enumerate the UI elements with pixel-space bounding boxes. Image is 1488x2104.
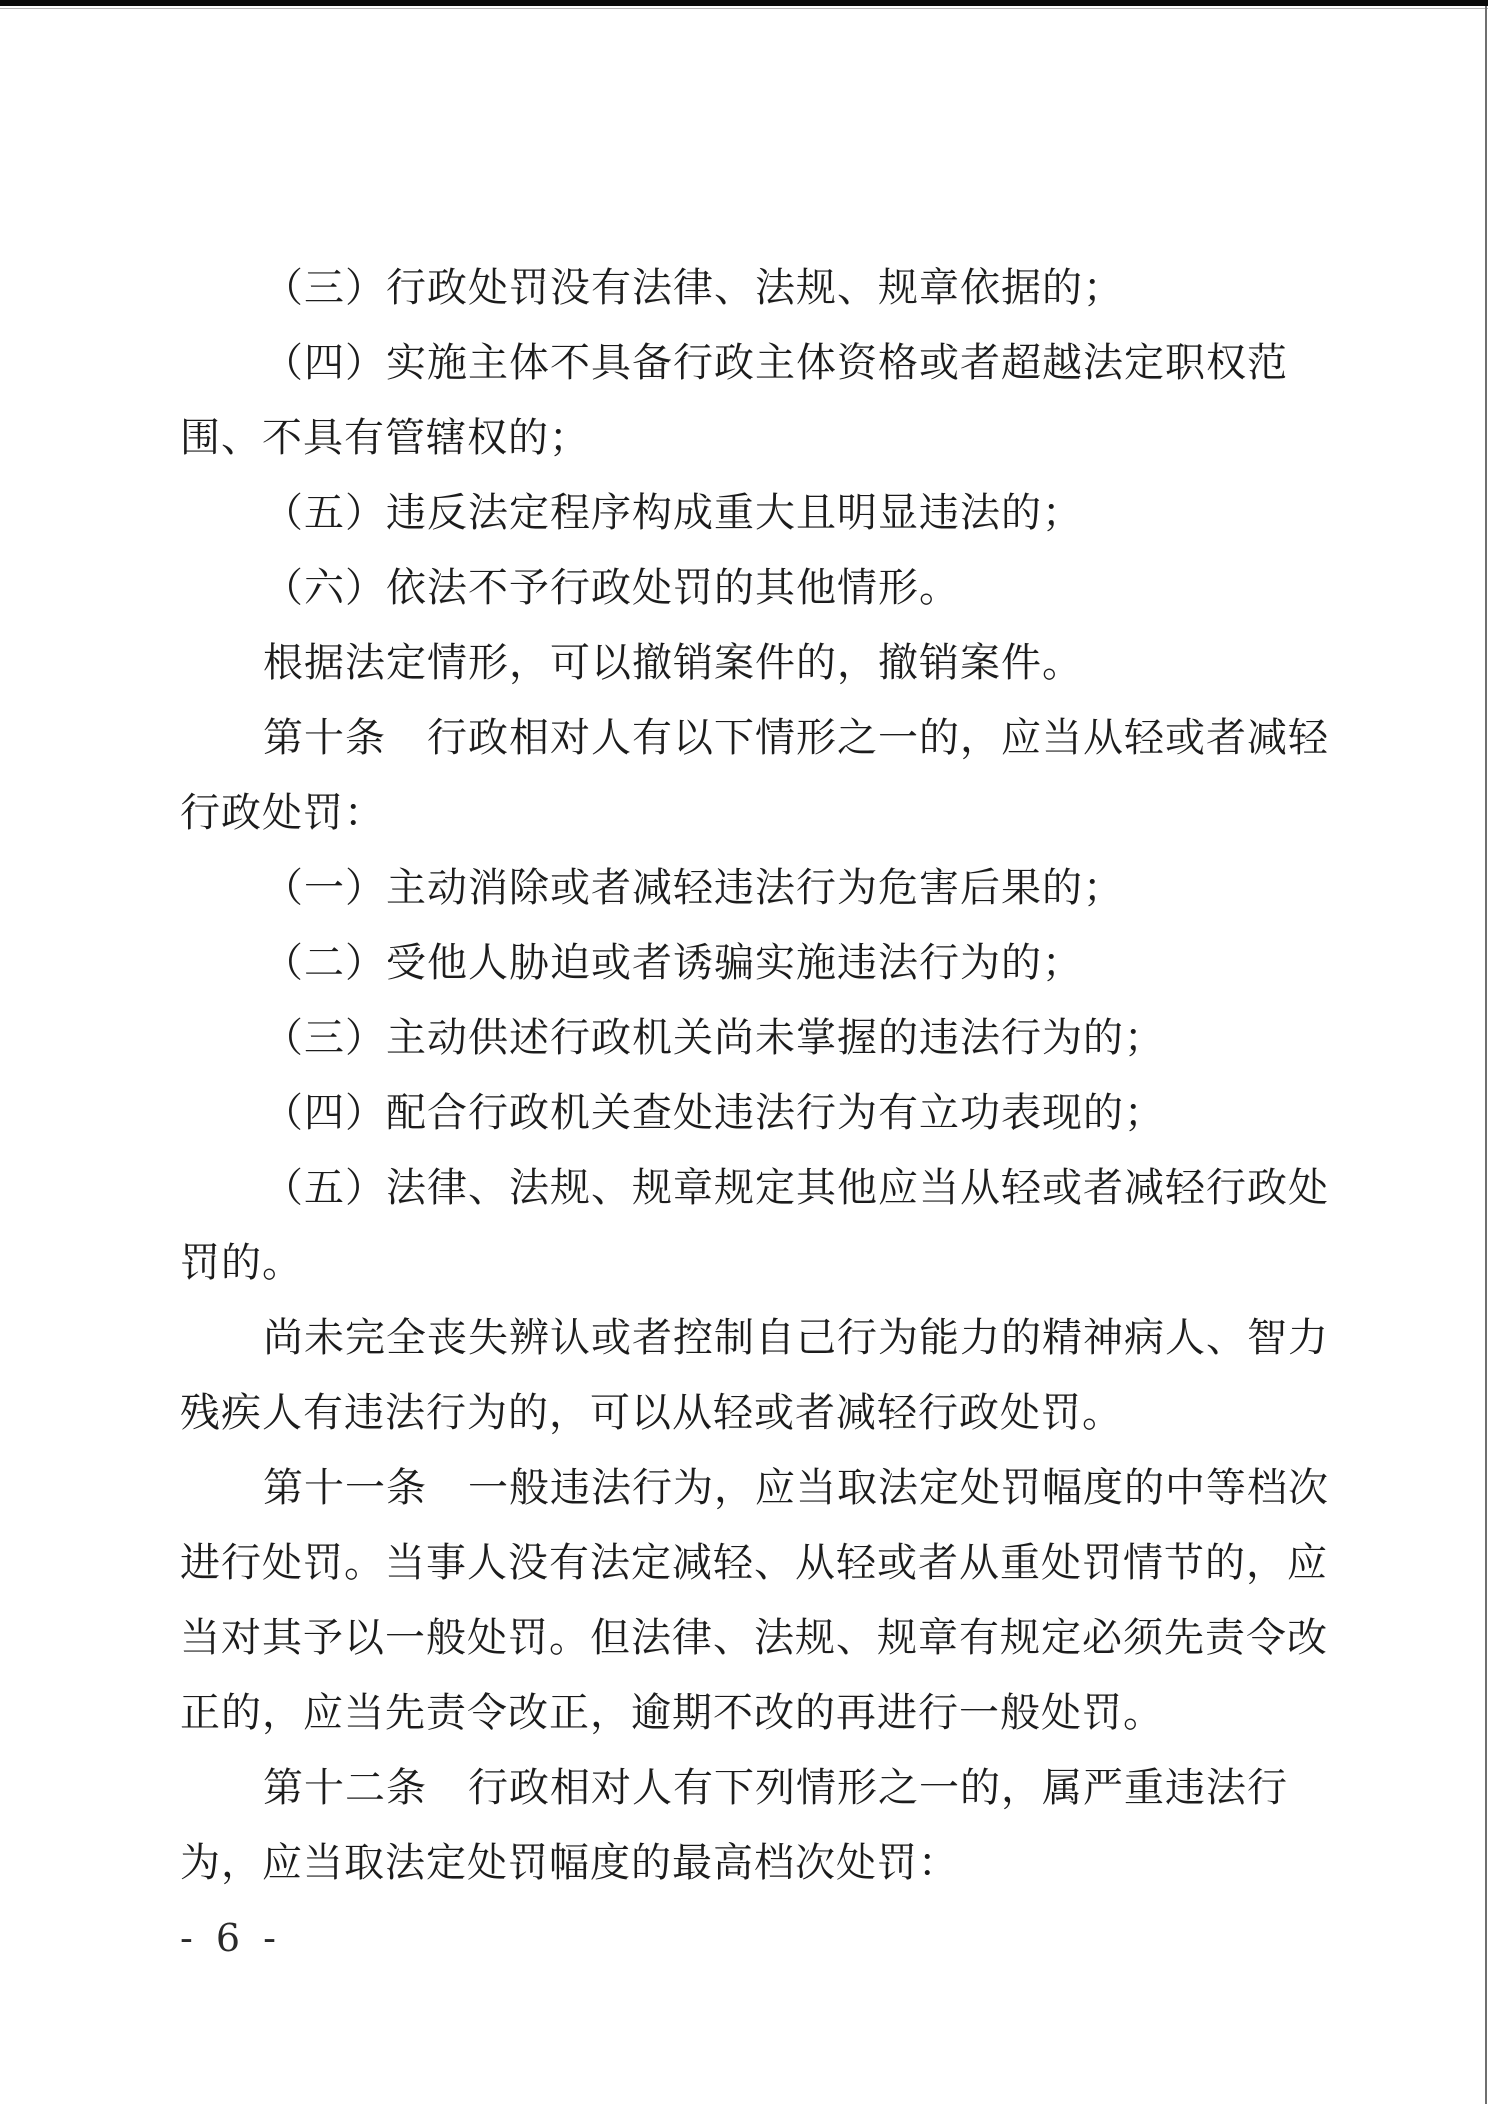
text-line: （二）受他人胁迫或者诱骗实施违法行为的； xyxy=(263,940,1083,985)
text-line: 尚未完全丧失辨认或者控制自己行为能力的精神病人、智力 xyxy=(263,1315,1329,1360)
text-line: 残疾人有违法行为的，可以从轻或者减轻行政处罚。 xyxy=(180,1390,1123,1435)
text-line: 正的，应当先责令改正，逾期不改的再进行一般处罚。 xyxy=(180,1690,1164,1735)
text-line: （五）违反法定程序构成重大且明显违法的； xyxy=(263,490,1083,535)
text-line: 行政处罚： xyxy=(180,790,385,835)
right-scan-edge-line xyxy=(1485,6,1487,2104)
text-line: 进行处罚。当事人没有法定减轻、从轻或者从重处罚情节的，应 xyxy=(180,1540,1328,1585)
text-content xyxy=(180,250,1360,1900)
text-line: （三）行政处罚没有法律、法规、规章依据的； xyxy=(263,265,1124,310)
text-line: 罚的。 xyxy=(180,1240,303,1285)
text-line: （四）配合行政机关查处违法行为有立功表现的； xyxy=(263,1090,1165,1135)
text-line: （六）依法不予行政处罚的其他情形。 xyxy=(263,565,960,610)
text-line: 根据法定情形，可以撤销案件的，撤销案件。 xyxy=(263,640,1083,685)
text-line: 围、不具有管辖权的； xyxy=(180,415,590,460)
text-line: （三）主动供述行政机关尚未掌握的违法行为的； xyxy=(263,1015,1165,1060)
text-line: 第十二条 行政相对人有下列情形之一的，属严重违法行 xyxy=(263,1765,1288,1810)
text-line: 第十条 行政相对人有以下情形之一的，应当从轻或者减轻 xyxy=(263,715,1329,760)
text-line: 当对其予以一般处罚。但法律、法规、规章有规定必须先责令改 xyxy=(180,1615,1328,1660)
text-line: 第十一条 一般违法行为，应当取法定处罚幅度的中等档次 xyxy=(263,1465,1329,1510)
top-scan-edge-bar xyxy=(0,0,1488,6)
text-line: （一）主动消除或者减轻违法行为危害后果的； xyxy=(263,865,1124,910)
text-line: （四）实施主体不具备行政主体资格或者超越法定职权范 xyxy=(263,340,1288,385)
text-line: （五）法律、法规、规章规定其他应当从轻或者减轻行政处 xyxy=(263,1165,1329,1210)
text-line: 为，应当取法定处罚幅度的最高档次处罚： xyxy=(180,1840,959,1885)
top-scan-edge-underline xyxy=(0,8,1488,9)
page-number: - 6 - xyxy=(180,1916,281,1960)
